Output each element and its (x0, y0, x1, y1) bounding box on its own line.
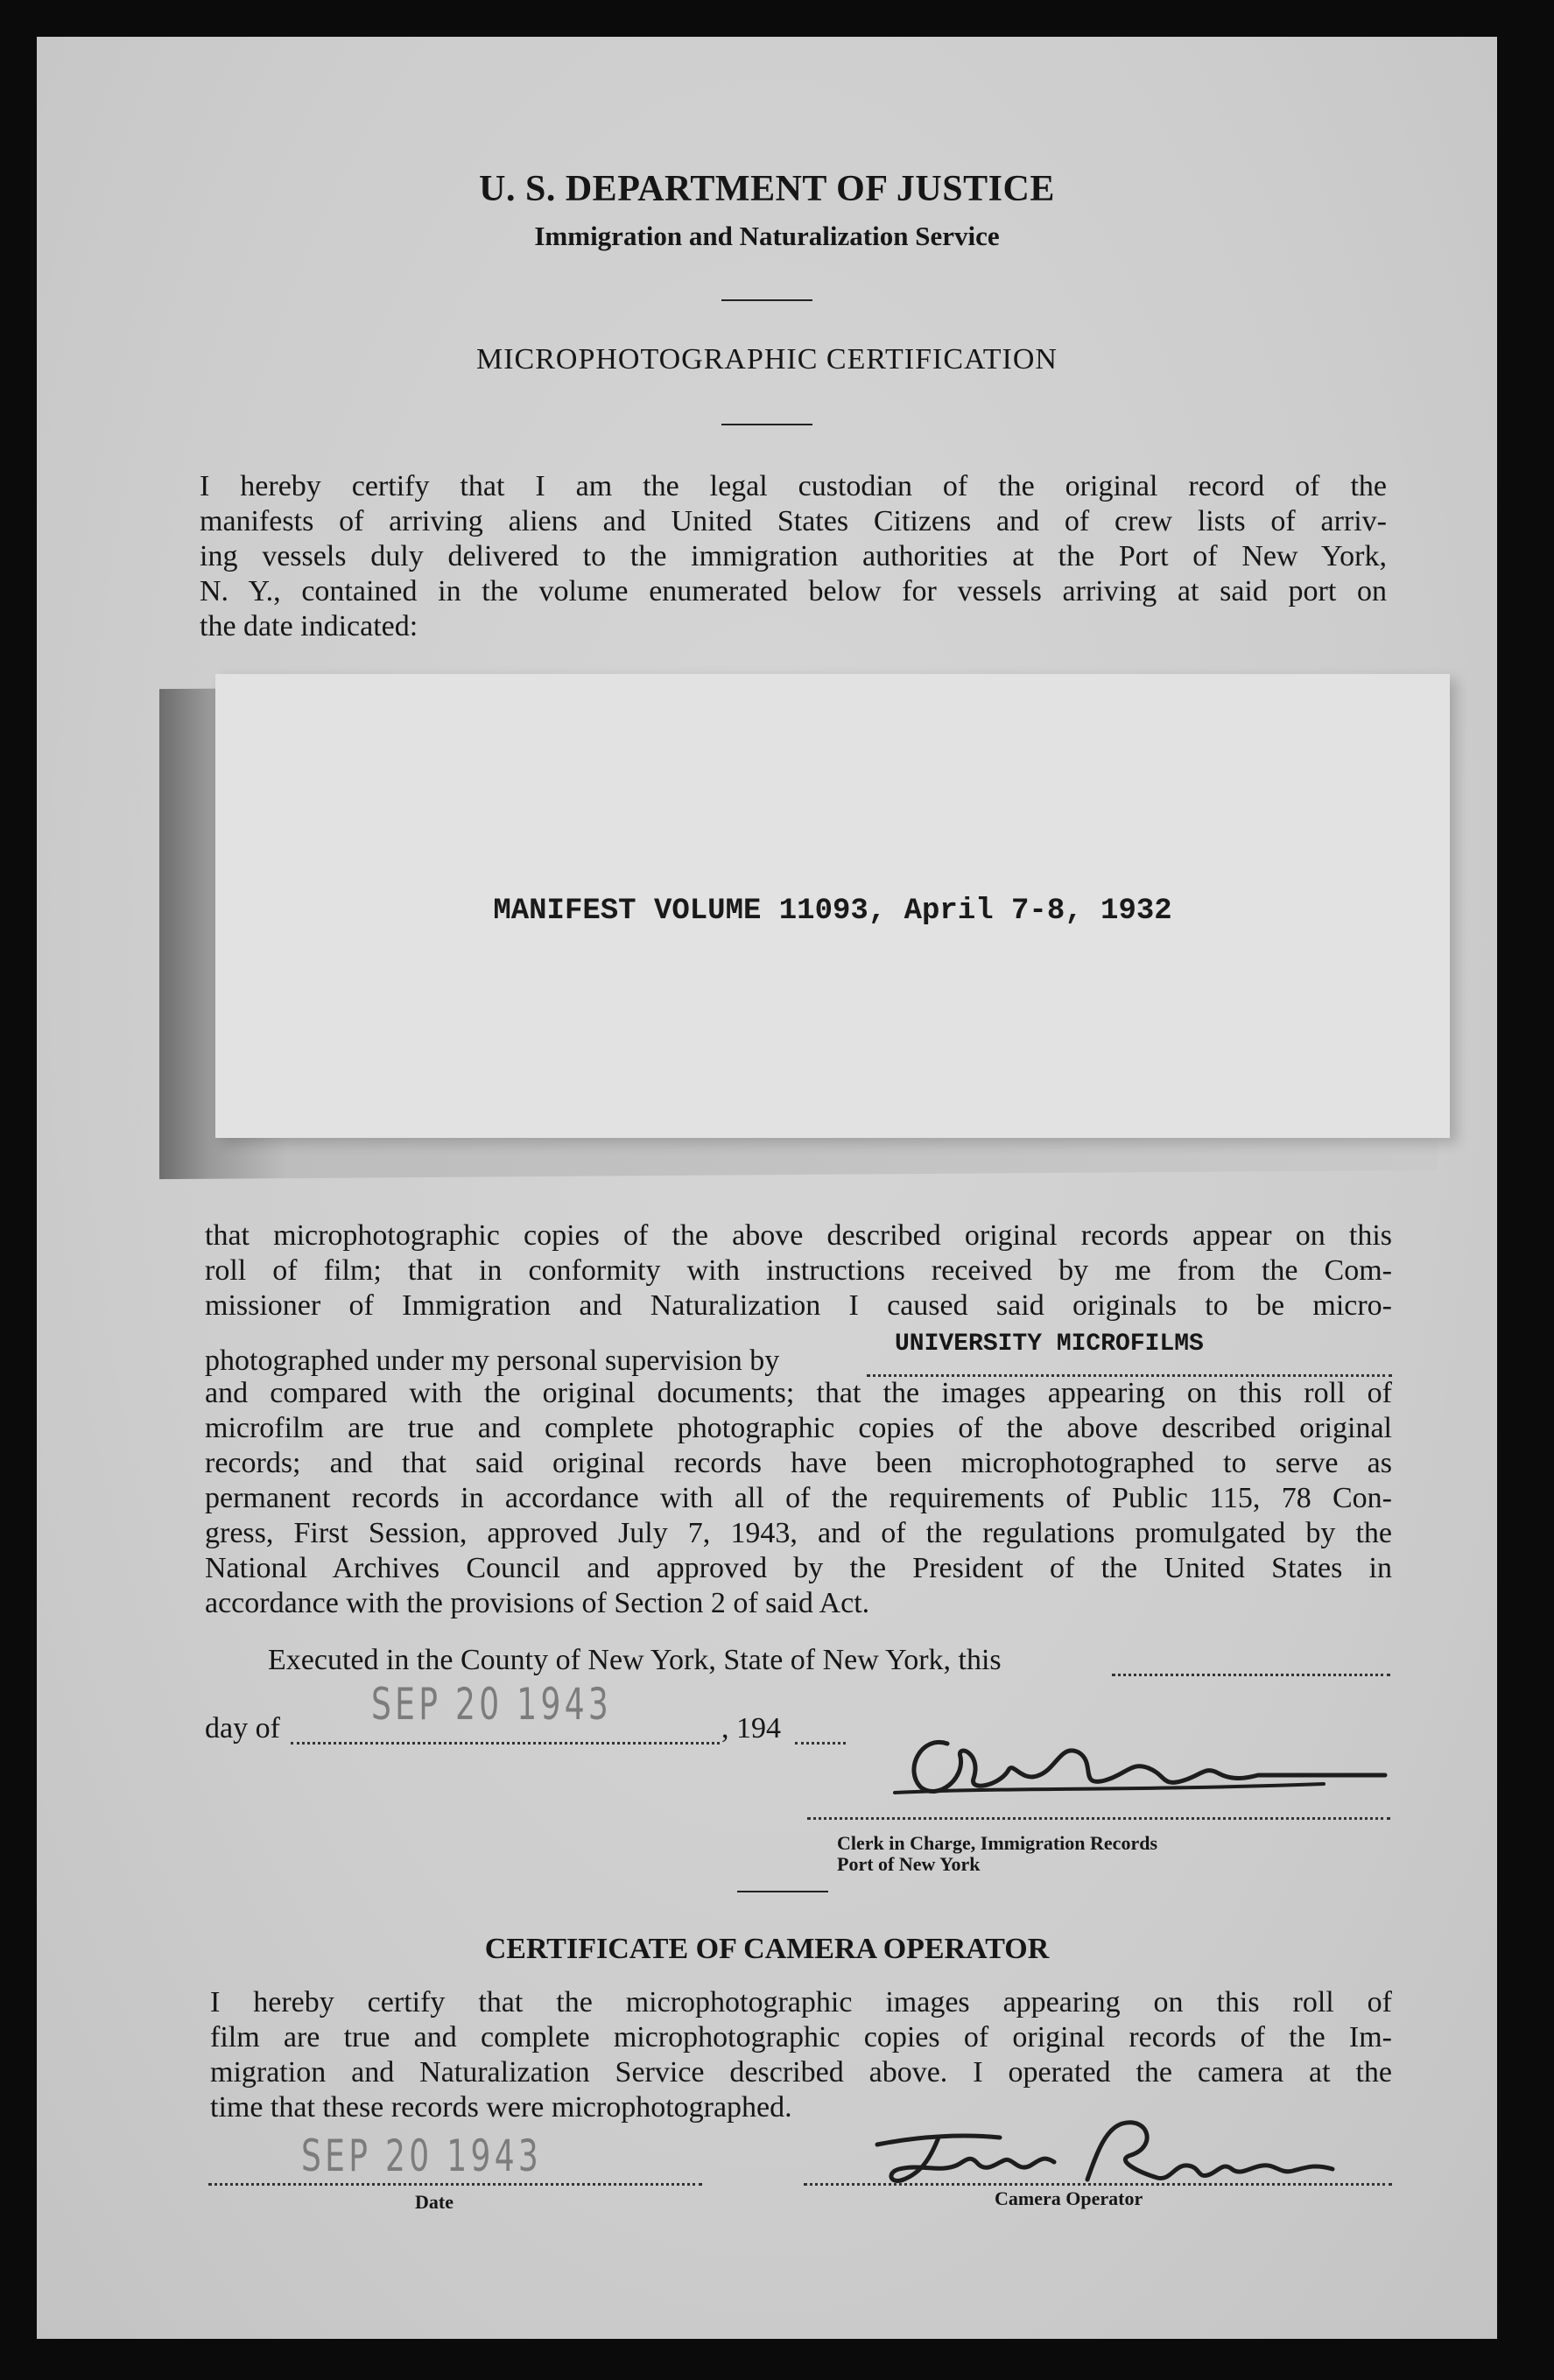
body-line: missioner of Immigration and Naturalization I caused said originals to be micro- (205, 1289, 1392, 1322)
body-line: permanent records in accordance with all of the requirements of Public 115, 78 Con- (205, 1482, 1392, 1514)
body-line: records; and that said original records have been microphotographed to serve as (205, 1447, 1392, 1479)
intro-line: N. Y., contained in the volume enumerated below for vessels arriving at said port on (200, 575, 1387, 607)
intro-line: ing vessels duly delivered to the immigration authorities at the Port of New York, (200, 540, 1387, 572)
clerk-signature-line (807, 1817, 1390, 1820)
manifest-volume-label: MANIFEST VOLUME 11093, April 7-8, 1932 (493, 895, 1172, 928)
body-paragraph-a (205, 1218, 1392, 1323)
day-of-label: day of (205, 1712, 280, 1745)
operator-cert-title: CERTIFICATE OF CAMERA OPERATOR (484, 1933, 1050, 1965)
operator-date-stamp: SEP 20 1943 (301, 2131, 543, 2181)
operator-line: migration and Naturalization Service described above. I operated the camera at the (210, 2056, 1392, 2089)
body-line: and compared with the original documents; that the images appearing on this roll of (205, 1377, 1392, 1409)
body-line: gress, First Session, approved July 7, 1943, and of the regulations promulgated by the (205, 1517, 1392, 1549)
intro-paragraph (200, 469, 1387, 644)
intro-line: the date indicated: (200, 610, 418, 642)
clerk-title (837, 1833, 1157, 1875)
body-paragraph-b (205, 1376, 1392, 1621)
operator-line: film are true and complete microphotographic copies of original records of the Im- (210, 2021, 1392, 2054)
date-dotted-line (208, 2183, 702, 2186)
operator-line: time that these records were microphotographed. (210, 2091, 792, 2124)
divider (721, 299, 812, 301)
certificate-page (37, 37, 1497, 2339)
body-line: that microphotographic copies of the above described original records appear on this (205, 1219, 1392, 1252)
executed-text: Executed in the County of New York, State of New York, this (268, 1644, 1002, 1676)
divider (721, 424, 812, 425)
operator-line: I hereby certify that the microphotographic images appearing on this roll of (210, 1986, 1392, 2018)
supervisor-name: UNIVERSITY MICROFILMS (895, 1330, 1204, 1358)
operator-paragraph (210, 1985, 1392, 2125)
operator-signature (825, 2111, 1368, 2199)
executed-dotted-line (1112, 1674, 1390, 1676)
supervision-prefix: photographed under my personal supervision by (205, 1344, 780, 1377)
date-label: Date (415, 2191, 454, 2213)
executed-date-stamp: SEP 20 1943 (371, 1679, 613, 1730)
year-dotted-line (795, 1742, 846, 1745)
divider (737, 1891, 828, 1892)
body-line: National Archives Council and approved by the President of the United States in (205, 1552, 1392, 1584)
day-dotted-line (291, 1742, 720, 1745)
operator-signature-line (804, 2183, 1392, 2186)
intro-line: I hereby certify that I am the legal custodian of the original record of the (200, 470, 1387, 502)
body-line: roll of film; that in conformity with instructions received by me from the Com- (205, 1254, 1392, 1287)
clerk-title-line: Port of New York (837, 1853, 981, 1875)
service-heading: Immigration and Naturalization Service (534, 221, 1000, 251)
intro-line: manifests of arriving aliens and United States Citizens and of crew lists of arriv- (200, 505, 1387, 537)
clerk-title-line: Clerk in Charge, Immigration Records (837, 1832, 1158, 1854)
body-line: microfilm are true and complete photographic copies of the above described original (205, 1412, 1392, 1444)
certification-title: MICROPHOTOGRAPHIC CERTIFICATION (475, 343, 1058, 376)
manifest-card (215, 674, 1450, 1138)
body-line: accordance with the provisions of Section 2 of said Act. (205, 1587, 870, 1619)
clerk-signature (868, 1717, 1394, 1814)
department-heading: U. S. DEPARTMENT OF JUSTICE (479, 169, 1055, 209)
year-prefix: , 194 (721, 1712, 781, 1745)
operator-label: Camera Operator (995, 2187, 1143, 2209)
